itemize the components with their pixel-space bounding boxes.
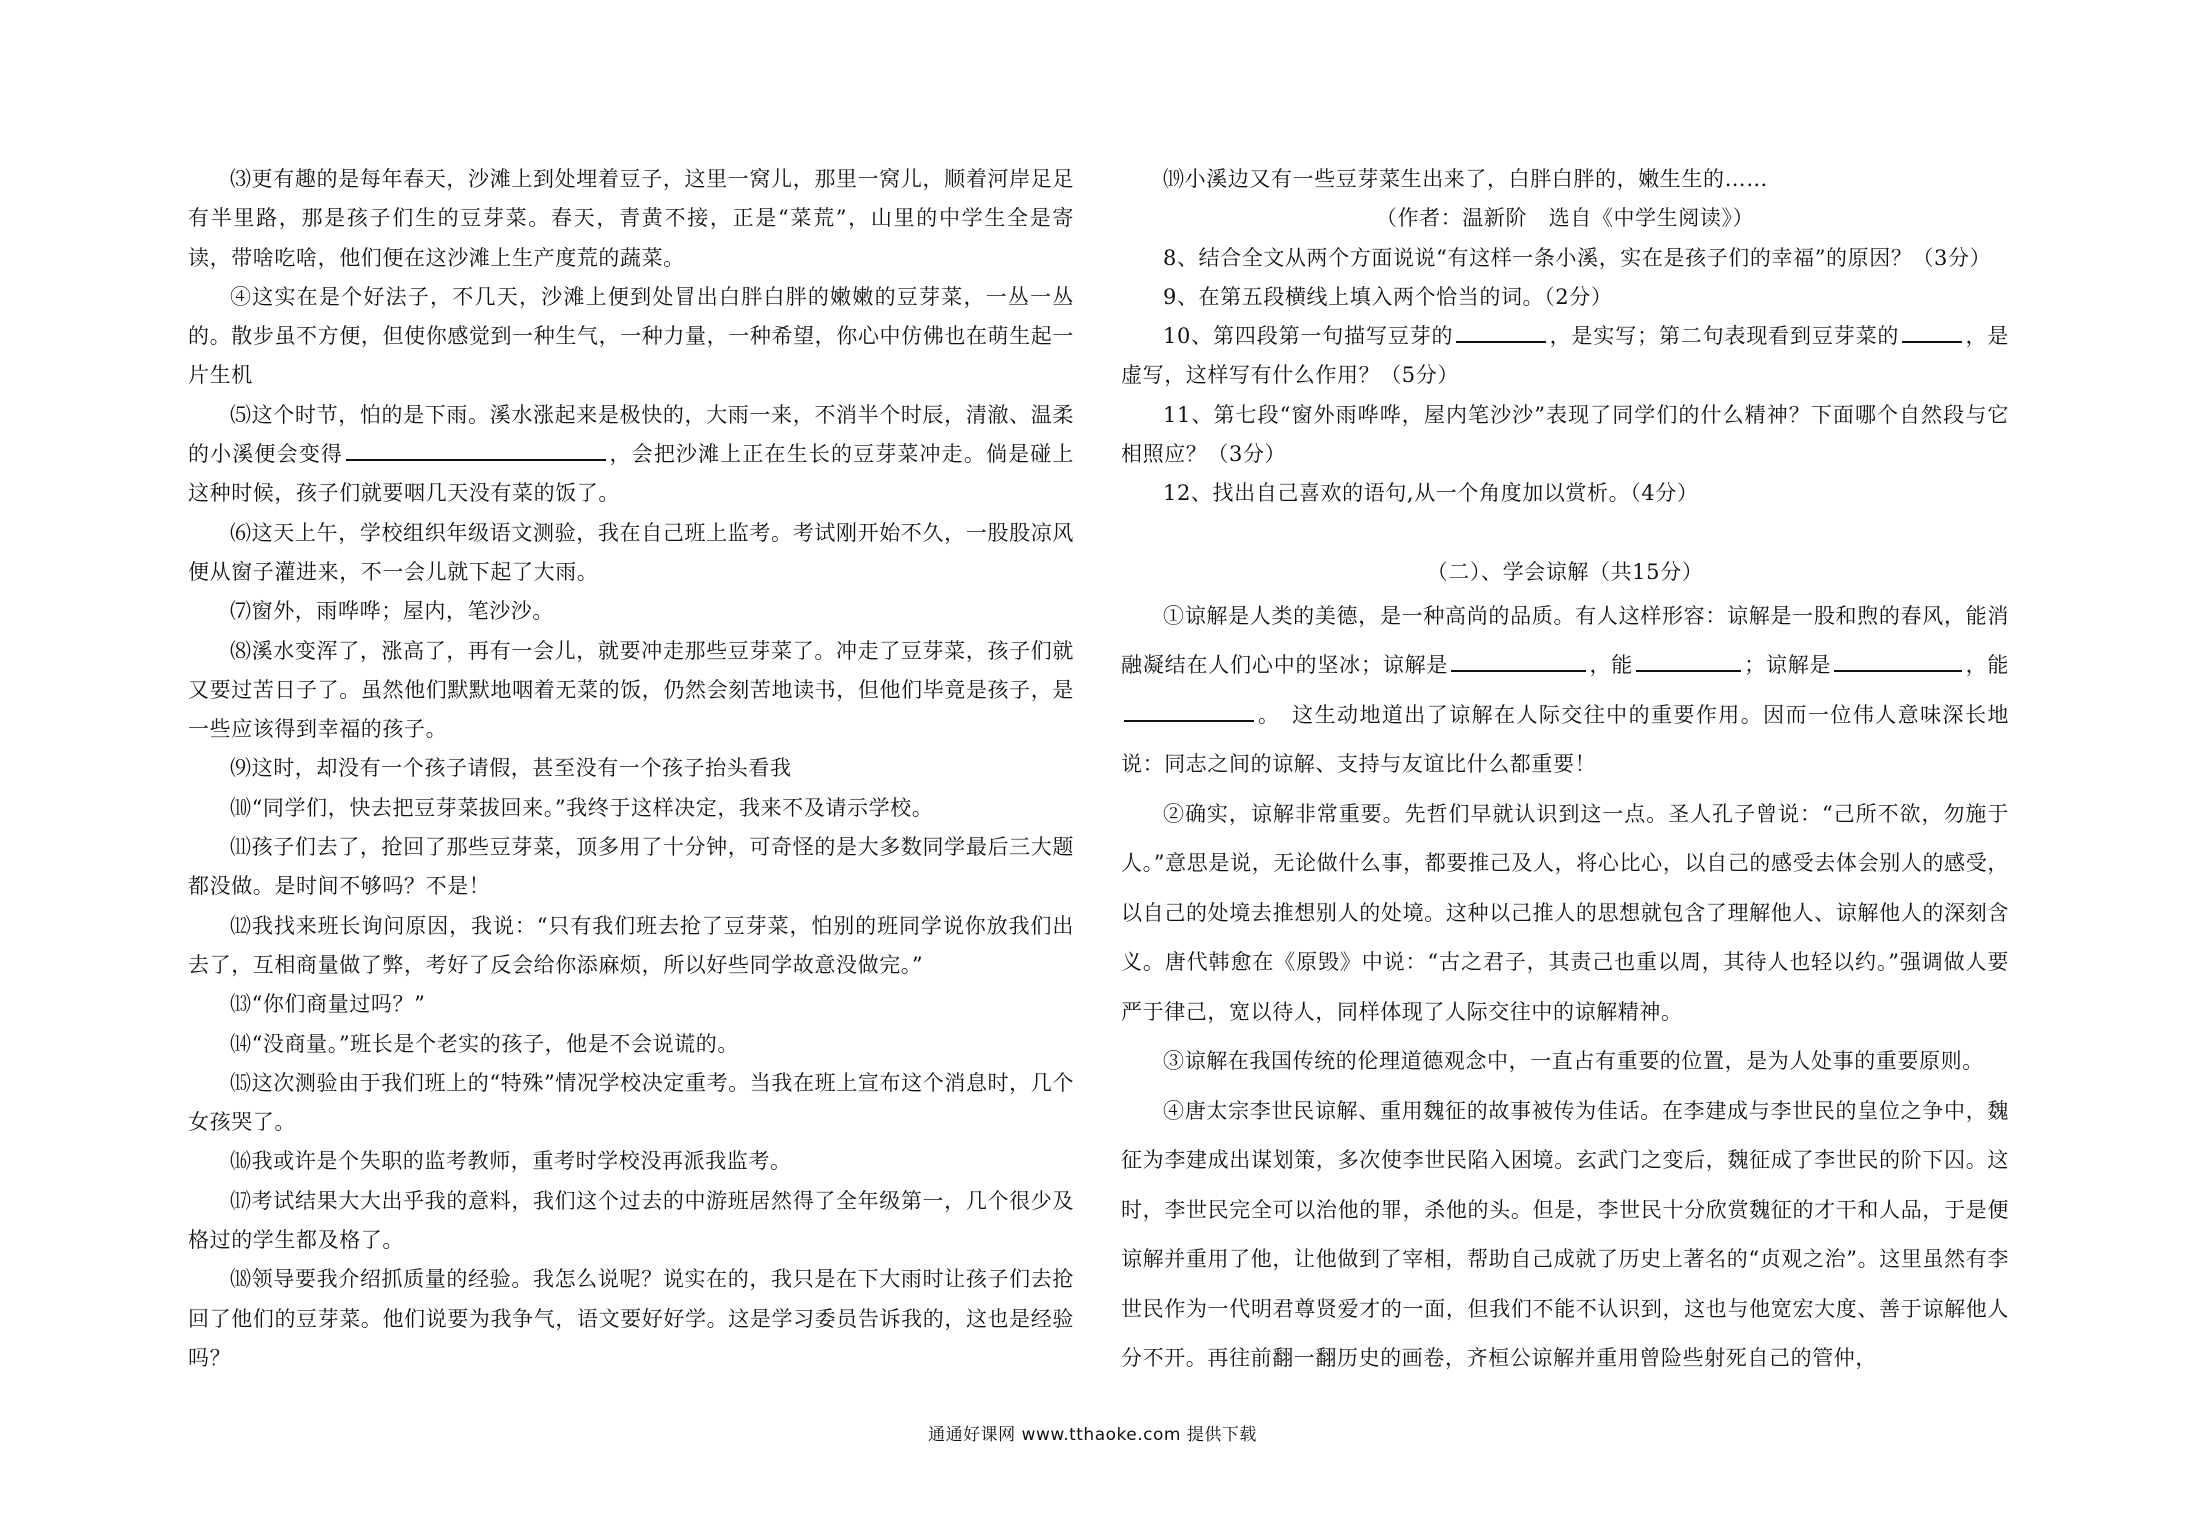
essay-paragraph-1-part-d: ，能 [1965, 653, 2010, 678]
paragraph-12: ⑿我找来班长询问原因，我说：“只有我们班去抢了豆芽菜，怕别的班同学说你放我们出去了，互相商量做了弊，考好了反会给你添麻烦，所以好些同学故意没做完。” [188, 913, 1074, 977]
essay-paragraph-1-part-a: ①谅解是人类的美德，是一种高尚的品质。有人这样形容：谅解是一股和煦的春风，能消融凝结在人们心中的坚冰；谅解是 [1121, 603, 2009, 678]
question-10-part-b: ，是实写；第二句表现看到豆芽菜的 [1549, 324, 1900, 349]
answer-blank [346, 437, 606, 461]
paragraph-11: ⑾孩子们去了，抢回了那些豆芽菜，顶多用了十分钟，可奇怪的是大多数同学最后三大题都没做。是时间不够吗？不是！ [188, 835, 1074, 899]
paragraph-3: ⑶更有趣的是每年春天，沙滩上到处埋着豆子，这里一窝儿，那里一窝儿，顺着河岸足足有半里路，那是孩子们生的豆芽菜。春天，青黄不接，正是“菜荒”，山里的中学生全是寄读，带啥吃啥，他们便在这沙滩上生产度荒的蔬菜。 [188, 167, 1074, 270]
paragraph-7: ⑺窗外，雨哗哗；屋内，笔沙沙。 [230, 599, 554, 624]
paragraph-14: ⒁“没商量。”班长是个老实的孩子，他是不会说谎的。 [230, 1031, 739, 1056]
paragraph-5-part-b: ，会把沙滩上正在生长的豆芽菜冲走。倘是碰上这种时候，孩子们就要咽几天没有菜的饭了。 [188, 442, 1074, 506]
paragraph-19: ⒆小溪边又有一些豆芽菜生出来了，白胖白胖的，嫩生生的…… [1163, 167, 1768, 191]
paragraph-10: ⑽“同学们，快去把豆芽菜拔回来。”我终于这样决定，我来不及请示学校。 [230, 795, 934, 820]
paragraph-16: ⒃我或许是个失职的监考教师，重考时学校没再派我监考。 [230, 1149, 792, 1174]
essay-paragraph-1-part-e: 。 这生动地道出了谅解在人际交往中的重要作用。因而一位伟人意味深长地说：同志之间的谅解、支持与友谊比什么都重要！ [1121, 702, 2009, 777]
answer-blank [1902, 319, 1962, 343]
paragraph-6: ⑹这天上午，学校组织年级语文测验，我在自己班上监考。考试刚开始不久，一股股凉风便从窗子灌进来，不一会儿就下起了大雨。 [188, 520, 1074, 584]
paragraph-8: ⑻溪水变浑了，涨高了，再有一会儿，就要冲走那些豆芽菜了。冲走了豆芽菜，孩子们就又要过苦日子了。虽然他们默默地咽着无菜的饭，仍然会刻苦地读书，但他们毕竟是孩子，是一些应该得到幸福的孩子。 [188, 638, 1074, 742]
answer-blank [1456, 319, 1546, 343]
right-column [1121, 160, 2009, 1384]
paragraph-5-part-a: ⑸这个时节，怕的是下雨。溪水涨起来是极快的，大雨一来，不消半个时辰，清澈、温柔的小溪便会变得 [188, 402, 1074, 467]
paragraph-18: ⒅领导要我介绍抓质量的经验。我怎么说呢？说实在的，我只是在下大雨时让孩子们去抢回了他们的豆芽菜。他们说要为我争气，语文要好好学。这是学习委员告诉我的，这也是经验吗？ [188, 1267, 1074, 1370]
question-10 [1121, 317, 2009, 396]
question-8: 8、结合全文从两个方面说说“有这样一条小溪，实在是孩子们的幸福”的原因？（3分） [1163, 245, 1992, 270]
answer-blank [1451, 648, 1586, 672]
essay-paragraph-3: ③谅解在我国传统的伦理道德观念中，一直占有重要的位置，是为人处事的重要原则。 [1163, 1049, 1984, 1074]
question-9: 9、在第五段横线上填入两个恰当的词。（2分） [1163, 284, 1613, 309]
question-10-part-a: 10、第四段第一句描写豆芽的 [1163, 324, 1454, 349]
section-title: （二）、学会谅解（共15分） [1426, 559, 1704, 584]
source-attribution: （作者：温新阶 选自《中学生阅读》） [1375, 206, 1755, 231]
question-12: 12、找出自己喜欢的语句,从一个角度加以赏析。（4分） [1163, 481, 1699, 506]
paragraph-17: ⒄考试结果大大出乎我的意料，我们这个过去的中游班居然得了全年级第一，几个很少及格过的学生都及格了。 [188, 1188, 1074, 1253]
paragraph-4: ④这实在是个好法子，不几天，沙滩上便到处冒出白胖白胖的嫩嫩的豆芽菜，一丛一丛的。散步虽不方便，但使你感觉到一种生气，一种力量，一种希望，你心中仿佛也在萌生起一片生机 [188, 284, 1074, 388]
paragraph-13: ⒀“你们商量过吗？” [230, 992, 426, 1017]
essay-paragraph-4: ④唐太宗李世民谅解、重用魏征的故事被传为佳话。在李建成与李世民的皇位之争中，魏征为李建成出谋划策，多次使李世民陷入困境。玄武门之变后，魏征成了李世民的阶下囚。这时，李世民完全可以治他的罪，杀他的头。但是，李世民十分欣赏魏征的才干和人品，于是便谅解并重用了他，让他做到了宰相，帮助自己成就了历史上著名的“贞观之治”。这里虽然有李世民作为一代明君尊贤爱才的一面，但我们不能不认识到，这也与他宽宏大度、善于谅解他人分不开。再往前翻一翻历史的画卷，齐桓公谅解并重用曾险些射死自己的管仲， [1121, 1098, 2009, 1371]
essay-paragraph-2: ②确实，谅解非常重要。先哲们早就认识到这一点。圣人孔子曾说：“己所不欲，勿施于人。”意思是说，无论做什么事，都要推己及人，将心比心，以自己的感受去体会别人的感受，以自己的处境去推想别人的处境。这种以己推人的思想就包含了理解他人、谅解他人的深刻含义。唐代韩愈在《原毁》中说：“古之君子，其责己也重以周，其待人也轻以约。”强调做人要严于律己，宽以待人，同样体现了人际交往中的谅解精神。 [1121, 801, 2009, 1024]
paragraph-5 [188, 396, 1074, 514]
essay-paragraph-1-part-c: ；谅解是 [1744, 653, 1832, 678]
question-10-part-c: ，是虚写，这样写有什么作用？（5分） [1121, 324, 2010, 388]
answer-blank [1636, 648, 1741, 672]
essay-paragraph-1-part-b: ，能 [1589, 653, 1634, 678]
page-footer: 通通好课网 www.tthaoke.com 提供下载 [928, 1425, 1257, 1445]
answer-blank [1124, 698, 1254, 722]
paragraph-9: ⑼这时，却没有一个孩子请假，甚至没有一个孩子抬头看我 [230, 756, 792, 781]
paragraph-15: ⒂这次测验由于我们班上的“特殊”情况学校决定重考。当我在班上宣布这个消息时，几个女孩哭了。 [188, 1070, 1074, 1135]
essay-paragraph-1 [1121, 592, 2009, 790]
answer-blank [1834, 648, 1962, 672]
left-column [188, 160, 1074, 1378]
question-11: 11、第七段“窗外雨哗哗，屋内笔沙沙”表现了同学们的什么精神？下面哪个自然段与它相照应？（3分） [1121, 402, 2009, 467]
